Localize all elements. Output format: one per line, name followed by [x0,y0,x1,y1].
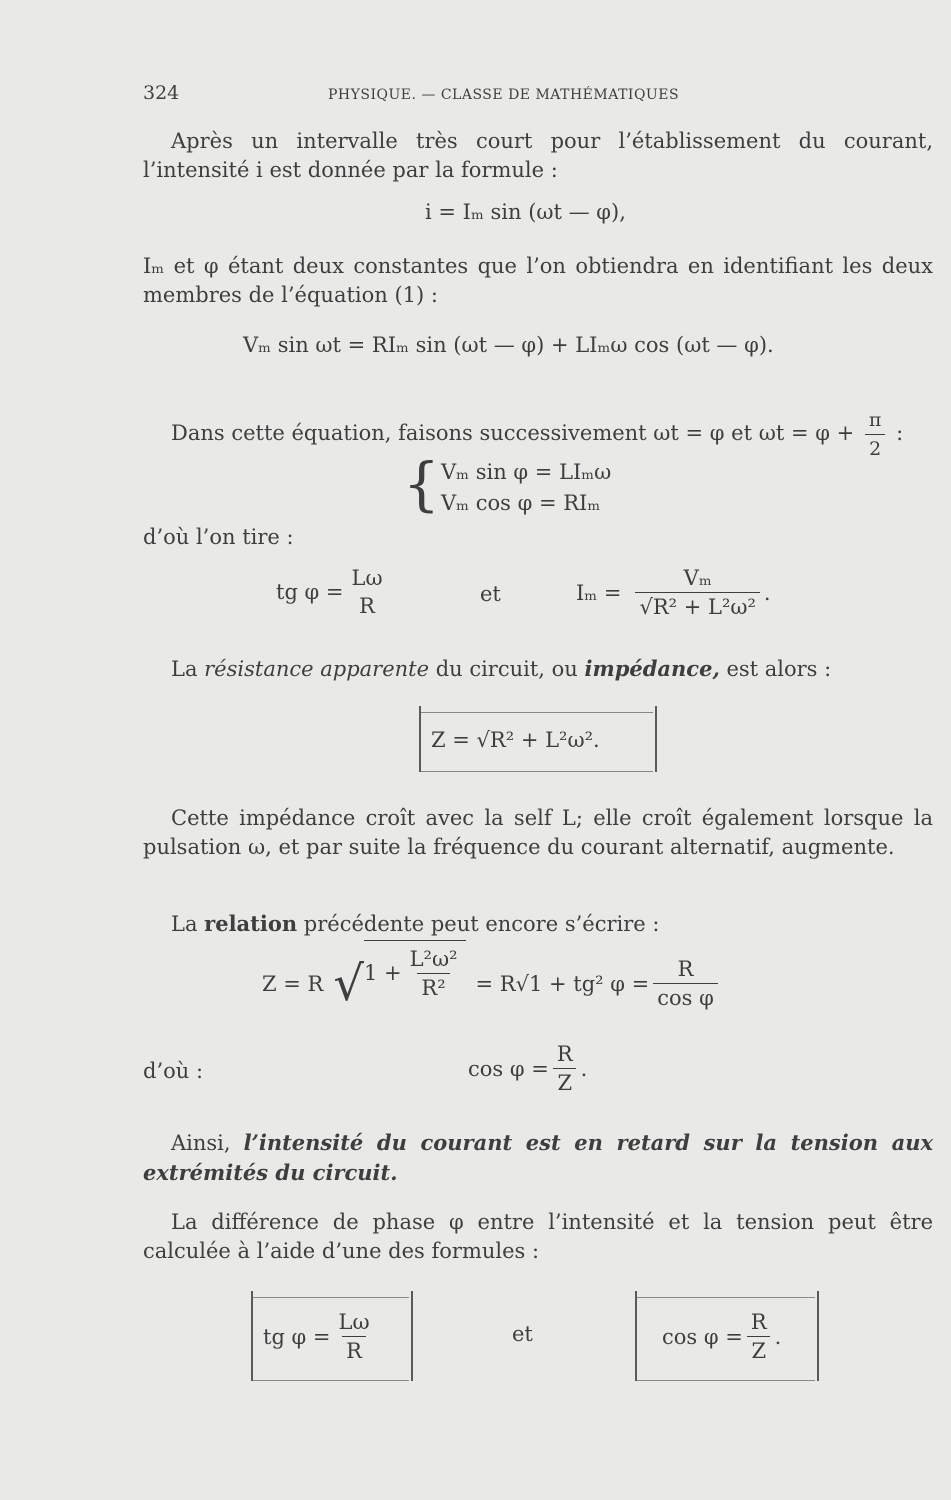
cos-phi-lhs: cos φ = [468,1056,549,1081]
paragraph-conclusion [143,1128,933,1188]
fraction-numerator: Lω [351,566,383,590]
bold-italic-run: impédance, [584,656,720,681]
boxed-tg-phi [263,1308,378,1365]
system-line-sin: Vₘ sin φ = LIₘω [441,460,612,484]
fraction-numerator: Vₘ [683,566,712,590]
boxed-cos-phi-fraction [747,1308,771,1365]
fraction-denominator: R [359,594,375,618]
label-dou: d’où : [143,1059,204,1083]
equation-connector-et: et [480,582,501,606]
cos-phi-fraction [553,1040,577,1097]
fraction-denominator: cos φ [653,983,718,1012]
im-lhs: Iₘ = [576,580,622,605]
im-fraction [635,564,759,621]
paragraph-relation [171,910,659,938]
boxed-tg-phi-fraction [335,1308,374,1365]
system-line-cos: Vₘ cos φ = RIₘ [441,491,601,515]
fraction-denominator: Z [553,1068,576,1097]
substitution-text: Dans cette équation, faisons successivement ωt = φ et ωt = φ + [171,421,855,445]
final-connector-et: et [512,1322,533,1346]
fraction-numerator: R [556,1042,573,1066]
fraction-numerator: L²ω² [409,946,458,971]
fraction-numerator: π [868,409,882,431]
system-brace: { [403,450,440,518]
fraction-numerator: Lω [338,1310,370,1334]
fraction-numerator: R [677,957,694,981]
paragraph-impedance [171,655,831,683]
fraction-denominator: R [342,1336,366,1365]
equation-z-expanded [262,946,722,1012]
paragraph-constants: Iₘ et φ étant deux constantes que l’on obtiendra en identifiant les deux membres de l’équation (1) : [143,254,933,307]
boxed-cos-phi-lhs: cos φ = [662,1324,743,1349]
radical-fraction [406,945,462,1002]
radical-one-plus: 1 + [363,961,402,985]
equation-im [576,564,771,621]
running-title: PHYSIQUE. — CLASSE DE MATHÉMATIQUES [328,87,680,103]
radical-content [364,940,466,1002]
z-middle: = R√1 + tg² φ = [475,971,650,996]
fraction-denominator: R² [417,973,449,1002]
text-run: est alors : [719,657,832,681]
fraction-numerator: R [750,1310,767,1334]
text-run: du circuit, ou [429,657,585,681]
fraction-denominator: Z [747,1336,770,1365]
equation-current: i = Iₘ sin (ωt — φ), [425,200,626,224]
tg-phi-fraction [348,564,387,620]
text-run: précédente peut encore s’écrire : [297,912,660,936]
text-run: La [171,912,205,936]
bold-run: relation [204,911,298,936]
text-run: Ainsi, [171,1131,244,1155]
boxed-cos-phi [662,1308,781,1365]
equation-identity: Vₘ sin ωt = RIₘ sin (ωt — φ) + LIₘω cos (ωt — φ). [243,333,774,357]
substitution-tail: : [896,421,904,445]
boxed-cos-phi-tail: . [774,1324,782,1349]
radical-sign: √ [333,955,364,1012]
equation-cos-phi [468,1040,587,1097]
impedance-formula: Z = √R² + L²ω². [431,728,600,752]
boxed-tg-phi-lhs: tg φ = [263,1324,331,1349]
page-number: 324 [143,82,180,104]
paragraph-intro: Après un intervalle très court pour l’établissement du courant, l’intensité i est donnée par la formule : [143,129,933,182]
cos-phi-tail: . [580,1056,588,1081]
text-run: La [171,657,205,681]
pi-over-2-fraction [865,406,886,463]
paragraph-deduce: d’où l’on tire : [143,525,294,549]
paragraph-phase-difference: La différence de phase φ entre l’intensité et la tension peut être calculée à l’aide d’une des formules : [143,1210,933,1263]
bold-italic-run: l’intensité du courant est en retard sur la tension aux extrémités du circuit. [143,1130,933,1185]
z-lhs: Z = R [262,971,324,996]
paragraph-substitution [171,406,903,463]
tg-phi-lhs: tg φ = [276,580,344,604]
z-right-fraction [653,955,718,1012]
im-tail: . [763,580,771,605]
fraction-denominator: √R² + L²ω² [635,592,759,621]
paragraph-impedance-growth: Cette impédance croît avec la self L; elle croît également lorsque la pulsation ω, et par suite la fréquence du courant alternatif, augmente. [143,806,933,859]
equation-tg-phi [276,564,391,620]
fraction-denominator: 2 [865,434,885,463]
italic-run: résistance apparente [204,657,430,681]
